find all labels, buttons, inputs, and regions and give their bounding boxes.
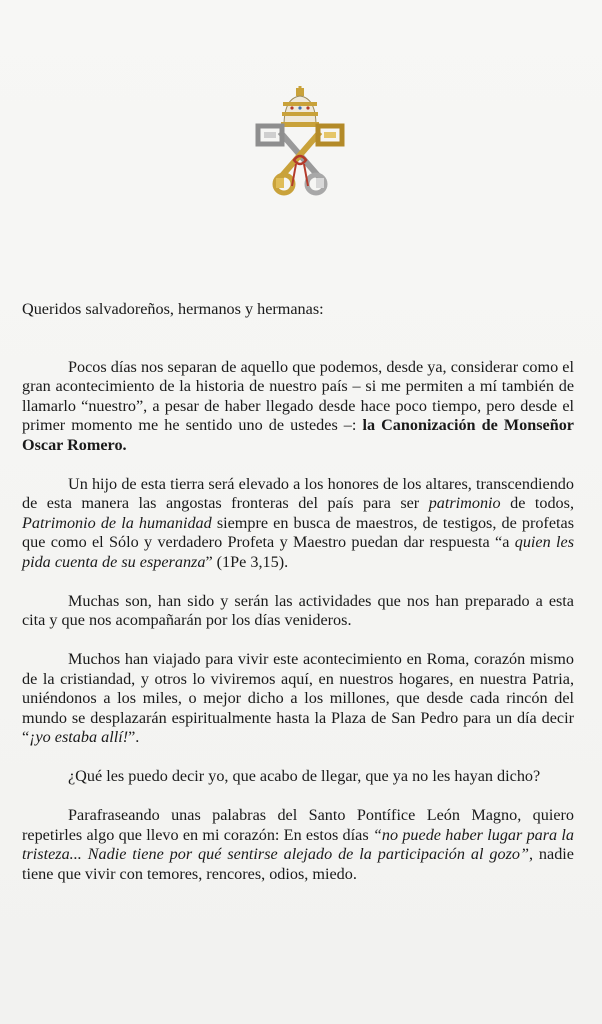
paragraph-1: Pocos días nos separan de aquello que podemos, desde ya, considerar como el gran acontecimiento de la historia de nuestro país – si me permiten a mí también de llamarlo “nuestro”, a pesar de haber llegado desde hace poco tiempo, pero desde el primer momento me he sentido uno de ustedes –: la Canonización de Monseñor Oscar Romero. (22, 357, 574, 454)
paragraph-6: Parafraseando unas palabras del Santo Pontífice León Magno, quiero repetirles algo que llevo en mi corazón: En estos días “no puede haber lugar para la tristeza... Nadie tiene por qué sentirse alejado de la participación al gozo”, nadie tiene que vivir con temores, rencores, odios, miedo. (22, 806, 574, 883)
paragraph-5: ¿Qué les puedo decir yo, que acabo de llegar, que ya no les hayan dicho? (68, 767, 541, 785)
papal-keys-tiara-emblem-icon (250, 86, 350, 196)
salutation: Queridos salvadoreños, hermanos y hermanas: (22, 300, 324, 318)
paragraph-3: Muchas son, han sido y serán las actividades que nos han preparado a esta cita y que nos acompañarán por los días venideros. (22, 591, 574, 629)
paragraph-2: Un hijo de esta tierra será elevado a los honores de los altares, transcendiendo de esta manera las angostas fronteras del país para ser patrimonio de todos, Patrimonio de la humanidad siempre en busca de maestros, de testigos, de profetas que como el Sólo y verdadero Profeta y Maestro puedan dar respuesta “a quien les pida cuenta de su esperanza” (1Pe 3,15). (22, 474, 574, 571)
letter-body (22, 300, 574, 904)
tiara-icon (281, 86, 319, 127)
paragraph-4: Muchos han viajado para vivir este acontecimiento en Roma, corazón mismo de la cristiandad, y otros lo viviremos aquí, en nuestros hogares, en nuestra Patria, uniéndonos a los miles, o mejor dicho a los millones, que desde cada rincón del mundo se desplazarán espiritualmente hasta la Plaza de San Pedro para un día decir “¡yo estaba allí!”. (22, 650, 574, 746)
